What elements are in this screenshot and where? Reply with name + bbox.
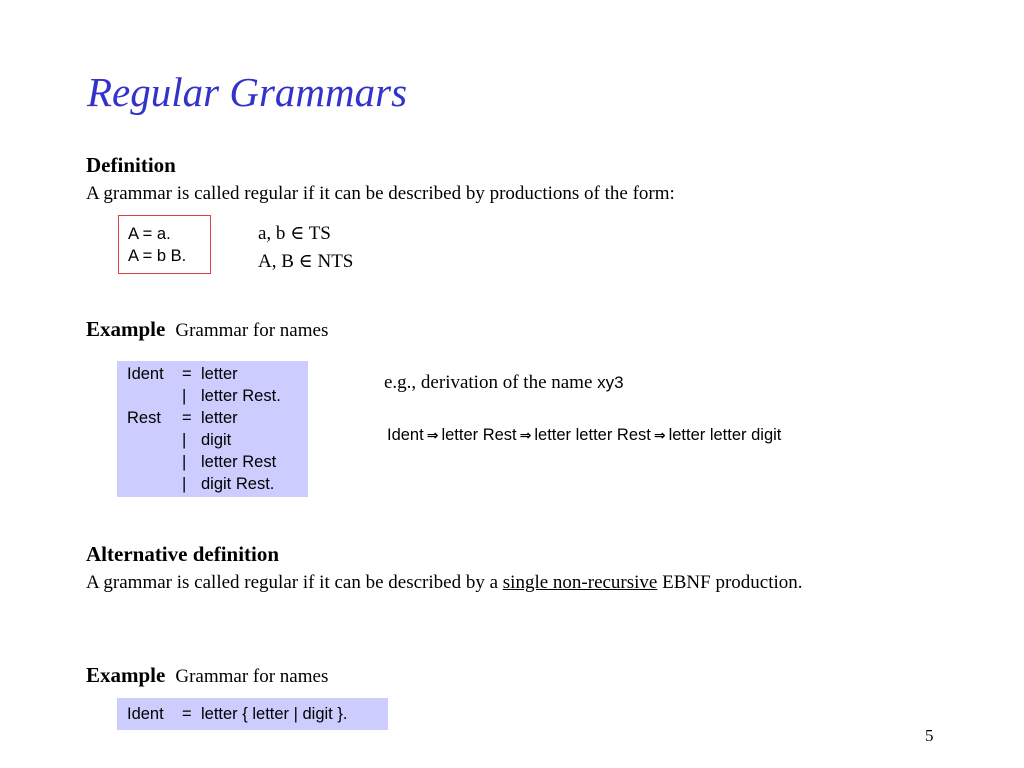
example1-header (86, 317, 328, 342)
page-number: 5 (925, 726, 934, 745)
definition-heading: Definition (86, 153, 176, 177)
alternative-text-after: EBNF production. (662, 572, 803, 593)
example2-header (86, 663, 328, 688)
rule-lhs: Ident (127, 365, 164, 383)
rule-rhs: letter { letter | digit }. (201, 705, 348, 723)
example1-caption: Grammar for names (175, 320, 329, 341)
rule-op: | (182, 475, 187, 493)
rule-lhs: Ident (127, 705, 164, 723)
rule-rhs: letter Rest (201, 453, 277, 471)
legend-terminals (258, 222, 331, 245)
rule-op: | (182, 387, 187, 405)
rule-rhs: digit Rest. (201, 475, 275, 493)
definition-text: A grammar is called regular if it can be described by productions of the form: (86, 183, 675, 204)
productions-box (118, 215, 211, 274)
production-line-1: A = a. (128, 225, 171, 243)
derivation-intro-text: e.g., derivation of the name (384, 372, 593, 393)
ebnf-rule-box (117, 698, 388, 730)
grammar-rules (127, 363, 281, 495)
rule-op: = (182, 365, 192, 383)
alternative-text-before: A grammar is called regular if it can be described by a (86, 572, 499, 593)
legend-nonterminals (258, 250, 353, 273)
legend-nonterminal-set: NTS (317, 251, 354, 272)
grammar-box (117, 361, 308, 497)
rule-lhs (127, 451, 182, 473)
rule-lhs (127, 385, 182, 407)
rule-rhs: letter (201, 409, 238, 427)
alternative-text-underlined: single non-recursive (502, 572, 658, 593)
rule-op: = (182, 705, 192, 723)
derives-arrow-icon: ⇒ (426, 428, 439, 444)
alternative-text (86, 572, 803, 594)
derives-arrow-icon: ⇒ (653, 428, 666, 444)
rule-op: | (182, 453, 187, 471)
example2-caption: Grammar for names (175, 666, 329, 687)
ebnf-rule (127, 703, 347, 725)
derivation-step-3: letter letter Rest (534, 426, 651, 444)
production-line-2: A = b B. (128, 247, 187, 265)
derives-arrow-icon: ⇒ (519, 428, 532, 444)
derivation-intro (384, 372, 624, 394)
rule-lhs: Rest (127, 409, 161, 427)
derivation-step-1: Ident (387, 426, 424, 444)
rule-lhs (127, 473, 182, 495)
example1-heading: Example (86, 317, 166, 341)
rule-op: | (182, 431, 187, 449)
alternative-heading: Alternative definition (86, 542, 280, 566)
element-of-icon: ∈ (290, 223, 305, 244)
legend-terminal-set: TS (308, 223, 331, 244)
derivation-step-2: letter Rest (441, 426, 517, 444)
rule-op: = (182, 409, 192, 427)
rule-rhs: digit (201, 431, 232, 449)
derivation-step-4: letter letter digit (668, 426, 782, 444)
rule-rhs: letter (201, 365, 238, 383)
element-of-icon: ∈ (298, 251, 313, 272)
slide-title: Regular Grammars (87, 69, 408, 115)
example2-heading: Example (86, 663, 166, 687)
legend-terminal-symbols: a, b (258, 223, 286, 244)
legend-nonterminal-symbols: A, B (258, 251, 294, 272)
derivation-line (387, 426, 781, 445)
rule-rhs: letter Rest. (201, 387, 281, 405)
rule-lhs (127, 429, 182, 451)
derivation-name: xy3 (597, 373, 624, 392)
